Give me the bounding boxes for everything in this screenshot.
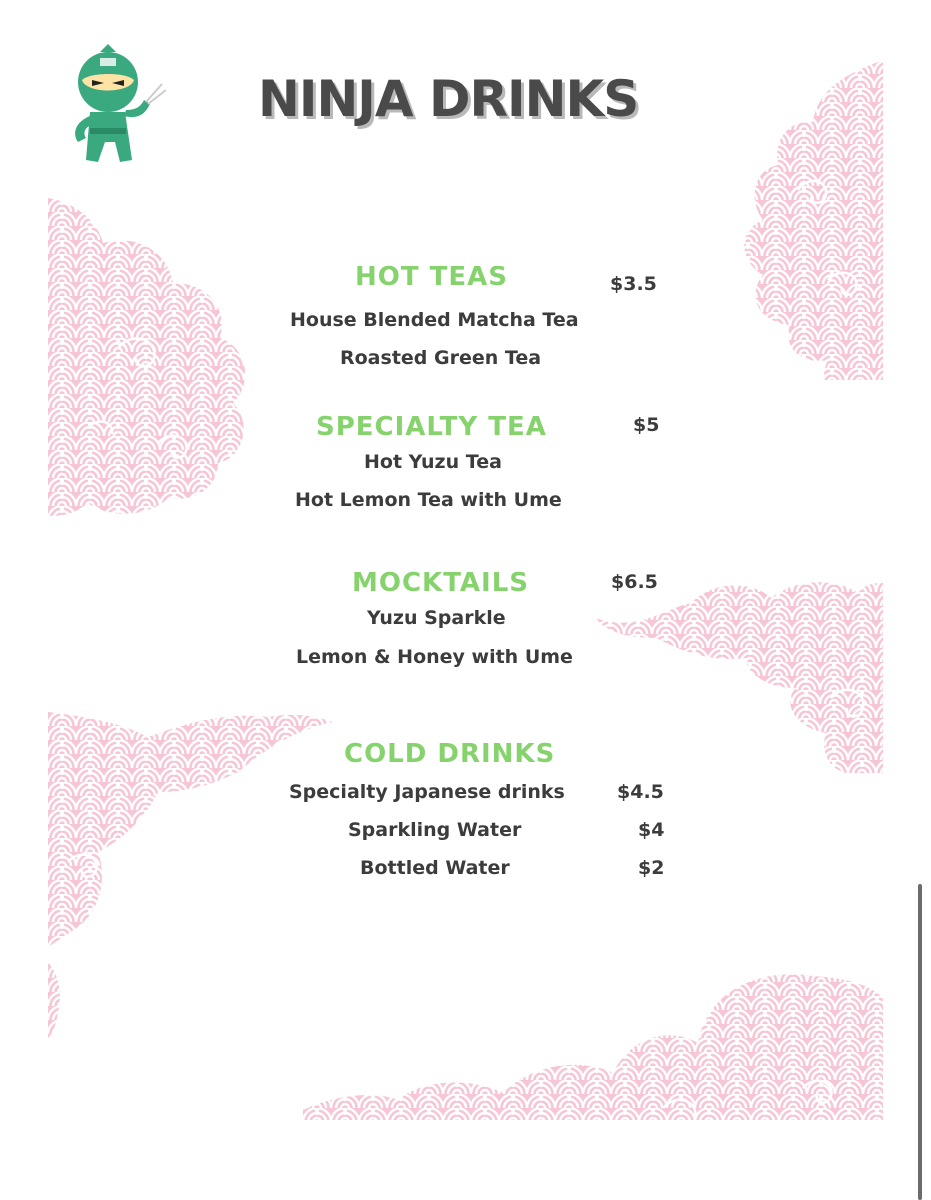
cloud-lower-left xyxy=(48,712,338,1052)
menu-item: Bottled Water xyxy=(360,857,510,879)
menu-item: Sparkling Water xyxy=(348,819,522,841)
menu-item: House Blended Matcha Tea xyxy=(290,309,579,331)
section-heading-mocktails: MOCKTAILS xyxy=(352,568,530,598)
menu-item-price: $4 xyxy=(638,819,665,841)
menu-item: Hot Yuzu Tea xyxy=(364,451,502,473)
section-heading-specialty-tea: SPECIALTY TEA xyxy=(316,412,547,442)
menu-item-price: $4.5 xyxy=(617,781,664,803)
section-price-specialty-tea: $5 xyxy=(633,414,660,436)
ninja-mascot-icon xyxy=(60,42,170,182)
section-price-hot-teas: $3.5 xyxy=(610,273,657,295)
cloud-left xyxy=(48,198,253,518)
menu-item: Specialty Japanese drinks xyxy=(289,781,565,803)
cloud-mid-right xyxy=(596,578,883,778)
menu-item: Yuzu Sparkle xyxy=(367,607,506,629)
section-price-mocktails: $6.5 xyxy=(611,571,658,593)
menu-page xyxy=(48,30,883,1122)
cloud-bottom-right xyxy=(303,968,883,1120)
menu-item: Roasted Green Tea xyxy=(340,347,542,369)
section-heading-hot-teas: HOT TEAS xyxy=(355,262,508,292)
menu-item-price: $2 xyxy=(638,857,665,879)
section-heading-cold-drinks: COLD DRINKS xyxy=(344,739,556,769)
vertical-scrollbar[interactable] xyxy=(918,884,922,1200)
cloud-top-right xyxy=(678,60,883,380)
menu-title: NINJA DRINKS xyxy=(258,70,639,128)
menu-item: Hot Lemon Tea with Ume xyxy=(295,489,562,511)
menu-item: Lemon & Honey with Ume xyxy=(296,646,573,668)
